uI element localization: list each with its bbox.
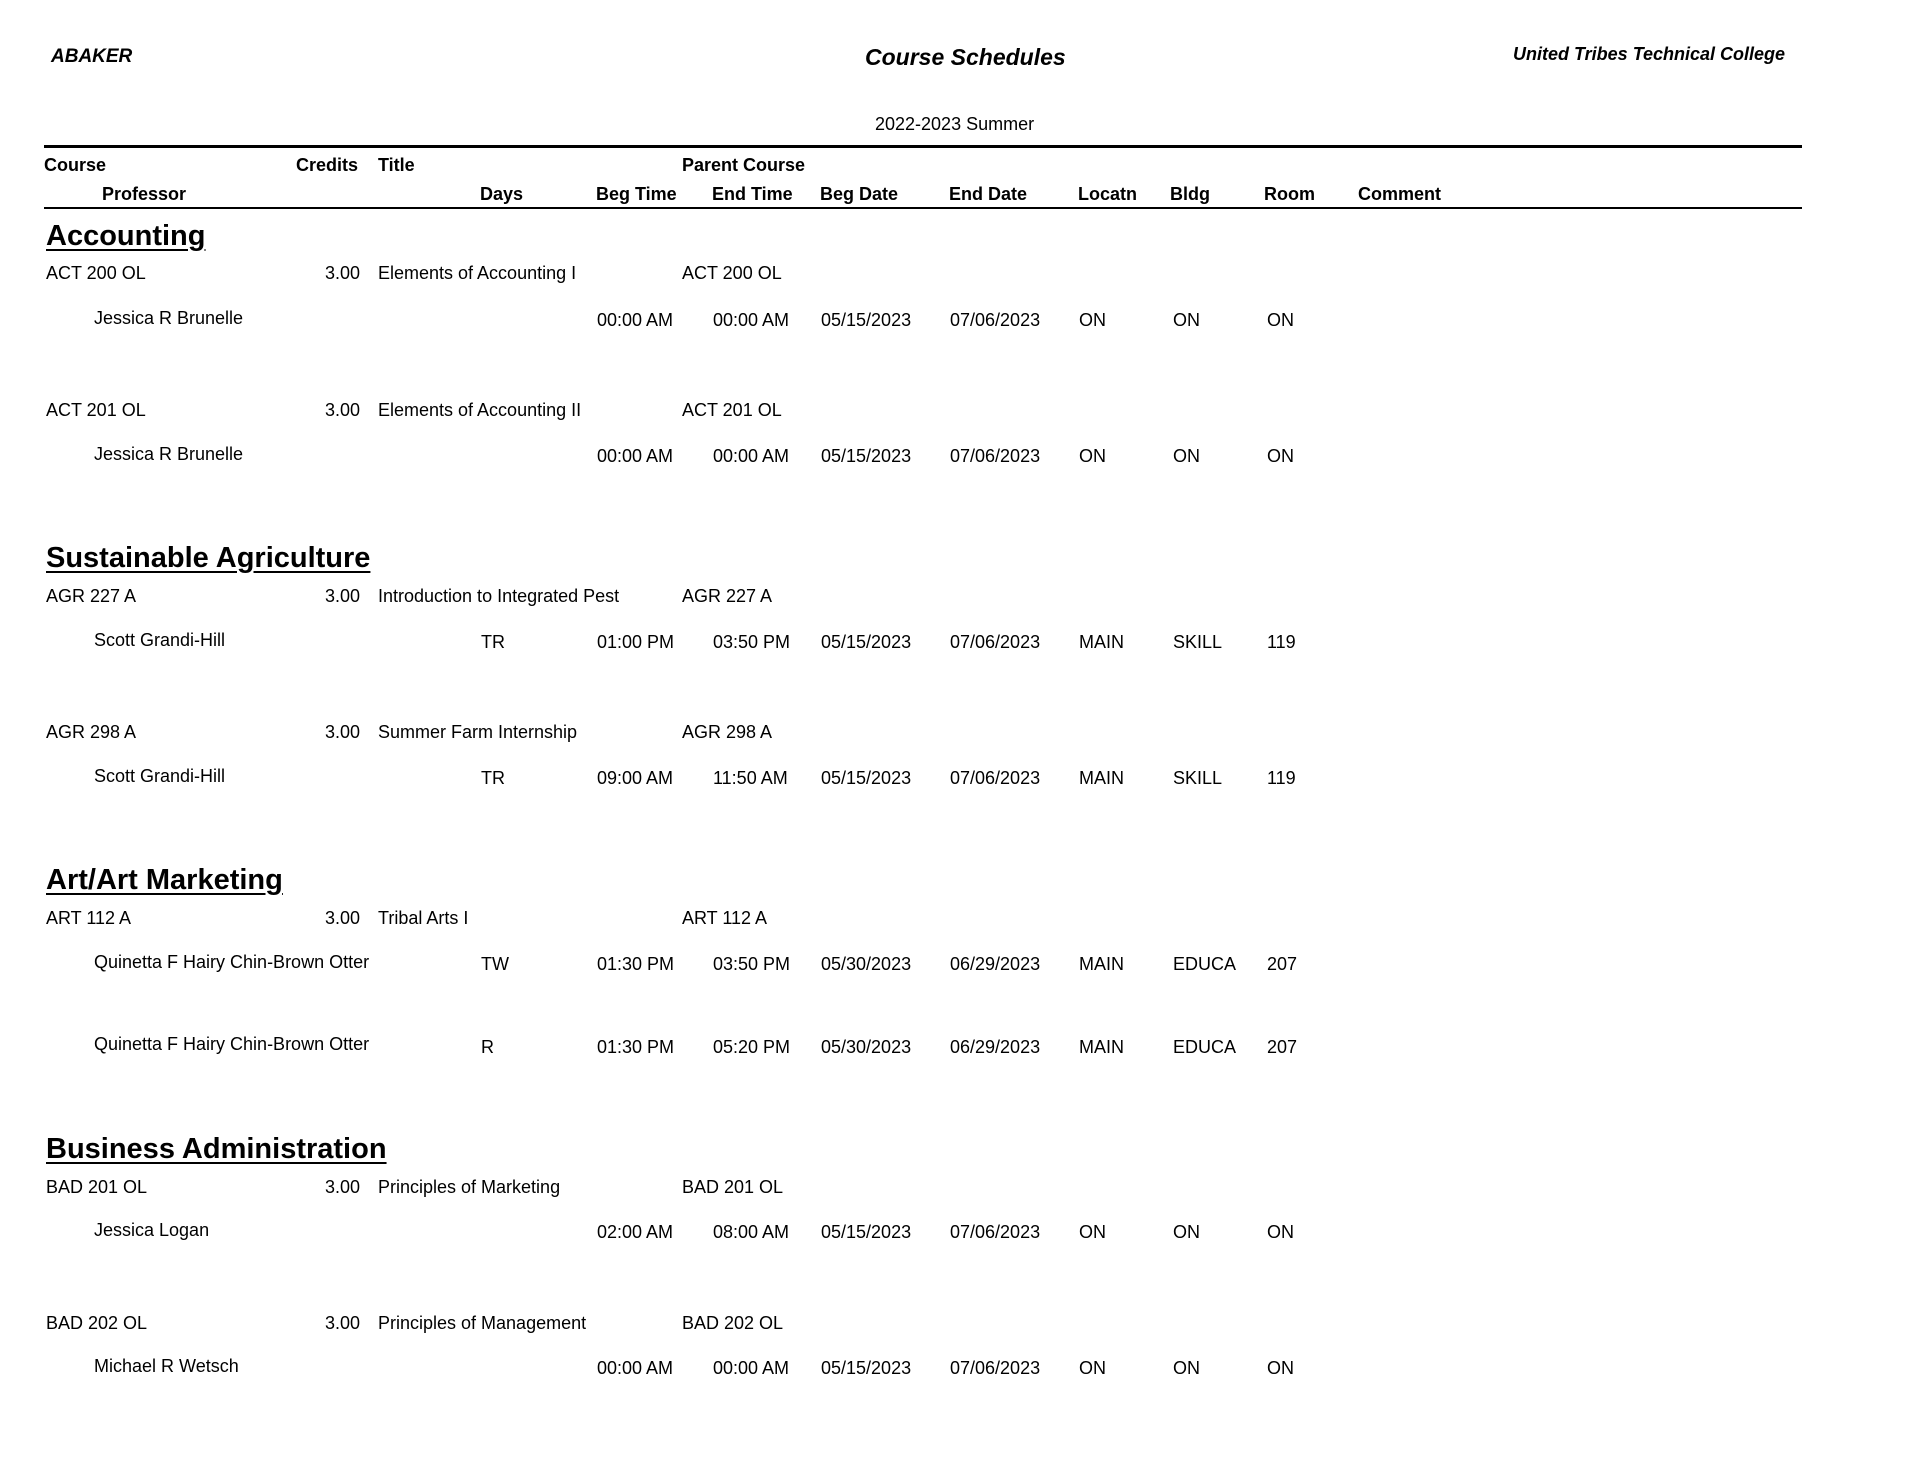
section-heading: Accounting: [46, 220, 206, 252]
room: ON: [1267, 1222, 1294, 1242]
parent-course: BAD 202 OL: [682, 1313, 784, 1333]
col-professor: Professor: [102, 184, 187, 204]
meeting-days: TR: [481, 632, 505, 652]
course-code: BAD 202 OL: [46, 1313, 148, 1333]
location: MAIN: [1079, 768, 1124, 788]
location: MAIN: [1079, 954, 1124, 974]
course-title: Summer Farm Internship: [378, 722, 578, 742]
beg-date: 05/15/2023: [821, 446, 912, 466]
beg-time: 00:00 AM: [597, 446, 674, 466]
section-heading: Art/Art Marketing: [46, 864, 283, 896]
end-time: 08:00 AM: [713, 1222, 790, 1242]
beg-date: 05/30/2023: [821, 1037, 912, 1057]
end-date: 06/29/2023: [950, 954, 1041, 974]
location: ON: [1079, 1358, 1106, 1378]
end-date: 07/06/2023: [950, 310, 1041, 330]
building: ON: [1173, 446, 1200, 466]
col-beg-date: Beg Date: [820, 184, 899, 204]
room: 119: [1267, 768, 1296, 788]
course-code: BAD 201 OL: [46, 1177, 148, 1197]
end-time: 03:50 PM: [713, 954, 791, 974]
col-bldg: Bldg: [1170, 184, 1210, 204]
col-beg-time: Beg Time: [596, 184, 677, 204]
course-title: Elements of Accounting II: [378, 400, 582, 420]
course-credits: 3.00: [325, 263, 361, 283]
building: ON: [1173, 310, 1200, 330]
end-time: 05:20 PM: [713, 1037, 791, 1057]
parent-course: BAD 201 OL: [682, 1177, 784, 1197]
header-rule-top: [44, 145, 1802, 148]
end-date: 07/06/2023: [950, 768, 1041, 788]
meeting-days: R: [481, 1037, 494, 1057]
section-heading: Sustainable Agriculture: [46, 542, 371, 574]
col-days: Days: [480, 184, 524, 204]
col-course: Course: [44, 155, 107, 175]
course-title: Tribal Arts I: [378, 908, 469, 928]
room: ON: [1267, 1358, 1294, 1378]
beg-date: 05/15/2023: [821, 310, 912, 330]
location: ON: [1079, 310, 1106, 330]
building: ON: [1173, 1222, 1200, 1242]
professor-name: Jessica R Brunelle: [94, 444, 244, 464]
beg-time: 01:30 PM: [597, 954, 675, 974]
professor-name: Quinetta F Hairy Chin-Brown Otter: [94, 1034, 370, 1054]
meeting-days: TR: [481, 768, 505, 788]
building: ON: [1173, 1358, 1200, 1378]
report-user: ABAKER: [51, 46, 133, 67]
end-time: 00:00 AM: [713, 446, 790, 466]
course-credits: 3.00: [325, 1177, 361, 1197]
professor-name: Quinetta F Hairy Chin-Brown Otter: [94, 952, 370, 972]
room: 207: [1267, 954, 1298, 974]
col-locatn: Locatn: [1078, 184, 1138, 204]
beg-date: 05/15/2023: [821, 1222, 912, 1242]
end-date: 07/06/2023: [950, 1358, 1041, 1378]
professor-name: Jessica Logan: [94, 1220, 210, 1240]
course-credits: 3.00: [325, 586, 361, 606]
col-title: Title: [378, 155, 415, 175]
professor-name: Scott Grandi-Hill: [94, 766, 226, 786]
building: EDUCA: [1173, 1037, 1237, 1057]
end-time: 03:50 PM: [713, 632, 791, 652]
parent-course: AGR 227 A: [682, 586, 773, 606]
building: EDUCA: [1173, 954, 1237, 974]
term-label: 2022-2023 Summer: [875, 114, 1035, 134]
beg-date: 05/15/2023: [821, 632, 912, 652]
course-code: AGR 227 A: [46, 586, 137, 606]
end-date: 07/06/2023: [950, 446, 1041, 466]
beg-time: 01:30 PM: [597, 1037, 675, 1057]
beg-time: 00:00 AM: [597, 310, 674, 330]
building: SKILL: [1173, 632, 1223, 652]
course-credits: 3.00: [325, 400, 361, 420]
course-code: AGR 298 A: [46, 722, 137, 742]
institution-name: United Tribes Technical College: [1513, 44, 1786, 64]
building: SKILL: [1173, 768, 1223, 788]
location: MAIN: [1079, 1037, 1124, 1057]
room: 119: [1267, 632, 1296, 652]
course-title: Principles of Management: [378, 1313, 587, 1333]
room: ON: [1267, 310, 1294, 330]
section-heading: Business Administration: [46, 1133, 387, 1165]
report-title: Course Schedules: [865, 44, 1066, 70]
beg-date: 05/15/2023: [821, 768, 912, 788]
course-credits: 3.00: [325, 722, 361, 742]
col-room: Room: [1264, 184, 1315, 204]
course-title: Principles of Marketing: [378, 1177, 561, 1197]
professor-name: Jessica R Brunelle: [94, 308, 244, 328]
beg-time: 09:00 AM: [597, 768, 674, 788]
end-date: 07/06/2023: [950, 632, 1041, 652]
parent-course: AGR 298 A: [682, 722, 773, 742]
beg-time: 02:00 AM: [597, 1222, 674, 1242]
professor-name: Michael R Wetsch: [94, 1356, 239, 1376]
end-time: 00:00 AM: [713, 1358, 790, 1378]
location: MAIN: [1079, 632, 1124, 652]
col-credits: Credits: [296, 155, 359, 175]
meeting-days: TW: [481, 954, 509, 974]
beg-time: 00:00 AM: [597, 1358, 674, 1378]
end-date: 06/29/2023: [950, 1037, 1041, 1057]
location: ON: [1079, 1222, 1106, 1242]
col-comment: Comment: [1358, 184, 1442, 204]
header-rule-bottom: [44, 207, 1802, 209]
course-code: ACT 201 OL: [46, 400, 146, 420]
parent-course: ACT 201 OL: [682, 400, 782, 420]
beg-date: 05/15/2023: [821, 1358, 912, 1378]
course-title: Elements of Accounting I: [378, 263, 577, 283]
col-end-time: End Time: [712, 184, 793, 204]
beg-time: 01:00 PM: [597, 632, 675, 652]
col-parent-course: Parent Course: [682, 155, 806, 175]
col-end-date: End Date: [949, 184, 1028, 204]
course-credits: 3.00: [325, 908, 361, 928]
end-time: 00:00 AM: [713, 310, 790, 330]
location: ON: [1079, 446, 1106, 466]
course-code: ART 112 A: [46, 908, 132, 928]
room: ON: [1267, 446, 1294, 466]
beg-date: 05/30/2023: [821, 954, 912, 974]
room: 207: [1267, 1037, 1298, 1057]
course-title: Introduction to Integrated Pest: [378, 586, 620, 606]
professor-name: Scott Grandi-Hill: [94, 630, 226, 650]
parent-course: ART 112 A: [682, 908, 768, 928]
parent-course: ACT 200 OL: [682, 263, 782, 283]
end-date: 07/06/2023: [950, 1222, 1041, 1242]
course-credits: 3.00: [325, 1313, 361, 1333]
end-time: 11:50 AM: [713, 768, 788, 788]
course-code: ACT 200 OL: [46, 263, 146, 283]
